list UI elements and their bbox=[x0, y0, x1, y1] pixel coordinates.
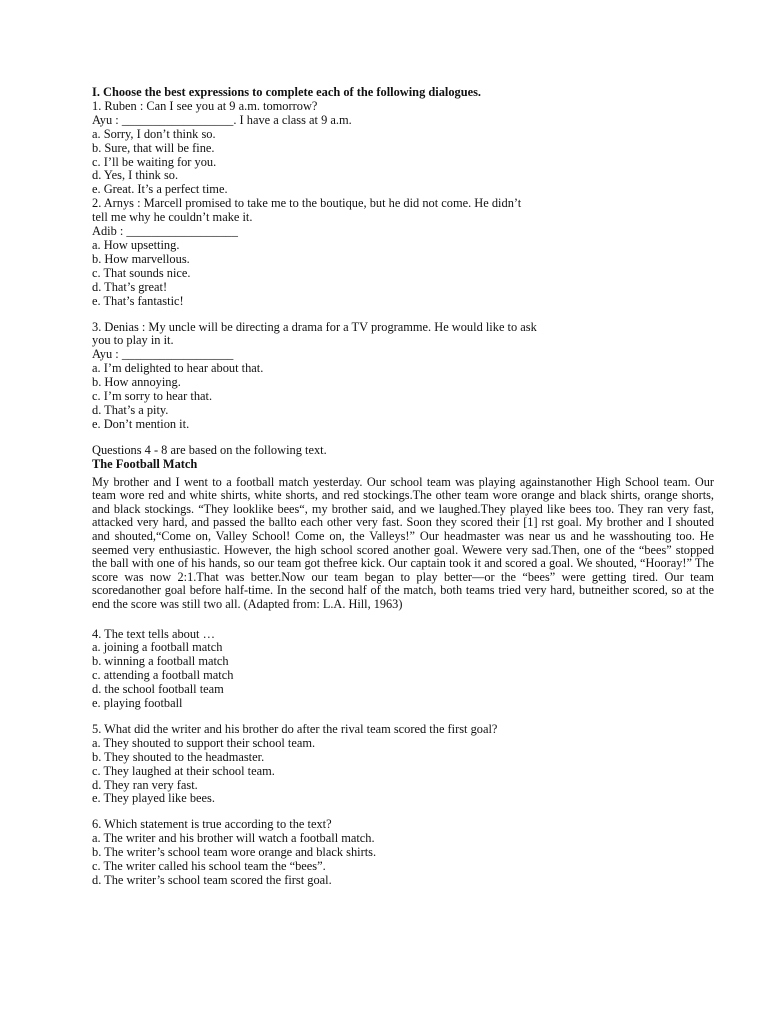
question-3-prompt-line-2: you to play in it. bbox=[92, 333, 174, 348]
question-4-option-c: c. attending a football match bbox=[92, 668, 234, 683]
question-3-option-b: b. How annoying. bbox=[92, 375, 181, 390]
question-4-option-e: e. playing football bbox=[92, 696, 183, 711]
question-1-option-a: a. Sorry, I don’t think so. bbox=[92, 126, 216, 141]
question-3-prompt-line-1: 3. Denias : My uncle will be directing a drama for a TV programme. He would like to ask bbox=[92, 319, 537, 334]
spacer bbox=[92, 612, 712, 628]
question-6-option-a: a. The writer and his brother will watch a football match. bbox=[92, 831, 375, 846]
question-3-option-e: e. Don’t mention it. bbox=[92, 416, 190, 431]
question-2-option-b: b. How marvellous. bbox=[92, 251, 190, 266]
question-1 bbox=[92, 100, 712, 197]
question-6-prompt: 6. Which statement is true according to the text? bbox=[92, 817, 332, 832]
question-1-option-b: b. Sure, that will be fine. bbox=[92, 140, 215, 155]
question-3-option-a: a. I’m delighted to hear about that. bbox=[92, 361, 264, 376]
question-1-option-c: c. I’ll be waiting for you. bbox=[92, 154, 217, 169]
question-3 bbox=[92, 321, 712, 432]
question-5-option-a: a. They shouted to support their school team. bbox=[92, 735, 316, 750]
question-2-option-d: d. That’s great! bbox=[92, 279, 168, 294]
reading-section bbox=[92, 444, 712, 612]
question-2-prompt-line-1: 2. Arnys : Marcell promised to take me to the boutique, but he did not come. He didn’t bbox=[92, 196, 522, 211]
question-4 bbox=[92, 628, 712, 711]
worksheet-page bbox=[92, 86, 712, 888]
question-5 bbox=[92, 723, 712, 806]
question-2-option-a: a. How upsetting. bbox=[92, 237, 180, 252]
question-2-prompt-line-2: tell me why he couldn’t make it. bbox=[92, 210, 253, 225]
question-6 bbox=[92, 818, 712, 888]
question-4-option-d: d. the school football team bbox=[92, 682, 224, 697]
section-heading: I. Choose the best expressions to complete each of the following dialogues. bbox=[92, 85, 482, 99]
question-6-option-c: c. The writer called his school team the “bees”. bbox=[92, 859, 326, 874]
question-4-option-a: a. joining a football match bbox=[92, 640, 223, 655]
reading-title: The Football Match bbox=[92, 456, 198, 471]
spacer bbox=[92, 309, 712, 321]
question-2-option-e: e. That’s fantastic! bbox=[92, 293, 184, 308]
question-2-reply: Adib : __________________ bbox=[92, 224, 238, 239]
question-3-reply: Ayu : __________________ bbox=[92, 347, 234, 362]
question-3-option-c: c. I’m sorry to hear that. bbox=[92, 389, 213, 404]
reading-intro: Questions 4 - 8 are based on the following text. bbox=[92, 442, 327, 457]
question-6-option-b: b. The writer’s school team wore orange and black shirts. bbox=[92, 845, 377, 860]
question-1-option-e: e. Great. It’s a perfect time. bbox=[92, 182, 228, 197]
reading-passage: My brother and I went to a football match yesterday. Our school team was playing againstanother High School team. Our team wore red and white shirts, white shorts, and red stockings.The other team wore orange and black shirts, orange shorts, and black stockings. “They looklike bees“, my brother said, and we laughed.They played like bees too. They ran very fast, attacked very hard, and passed the ballto each other very fast. Soon they scored their [1] rst goal. My brother and I shouted and shouted,“Come on, Valley School! Come on, the Valleys!” Our headmaster was near us and he wasshouting too. He seemed very enthusiastic. However, the high school scored another goal. Wewere very sad.Then, one of the “bees” stopped the ball with one of his hands, so our team got thefree kick. Our captain took it and scored a goal. We shouted, “Hooray!” The score was now 2:1.That was better.Now our team began to play better—or the “bees” were getting tired. Our team scoredanother goal before half-time. In the second half of the match, both teams tried very hard, butneither scored, so at the end the score was still two all. (Adapted from: L.A. Hill, 1963) bbox=[92, 474, 714, 611]
question-1-reply: Ayu : __________________. I have a class at 9 a.m. bbox=[92, 112, 352, 127]
question-1-option-d: d. Yes, I think so. bbox=[92, 168, 179, 183]
question-5-option-c: c. They laughed at their school team. bbox=[92, 763, 275, 778]
question-2 bbox=[92, 197, 712, 308]
question-2-option-c: c. That sounds nice. bbox=[92, 265, 191, 280]
question-1-prompt: 1. Ruben : Can I see you at 9 a.m. tomorrow? bbox=[92, 98, 318, 113]
question-4-option-b: b. winning a football match bbox=[92, 654, 229, 669]
question-6-option-d: d. The writer’s school team scored the first goal. bbox=[92, 873, 332, 887]
question-5-option-e: e. They played like bees. bbox=[92, 791, 215, 806]
question-3-option-d: d. That’s a pity. bbox=[92, 402, 169, 417]
spacer bbox=[92, 432, 712, 444]
question-5-option-d: d. They ran very fast. bbox=[92, 777, 198, 792]
question-4-prompt: 4. The text tells about … bbox=[92, 626, 215, 641]
question-5-prompt: 5. What did the writer and his brother do after the rival team scored the first goal? bbox=[92, 721, 498, 736]
question-5-option-b: b. They shouted to the headmaster. bbox=[92, 749, 265, 764]
